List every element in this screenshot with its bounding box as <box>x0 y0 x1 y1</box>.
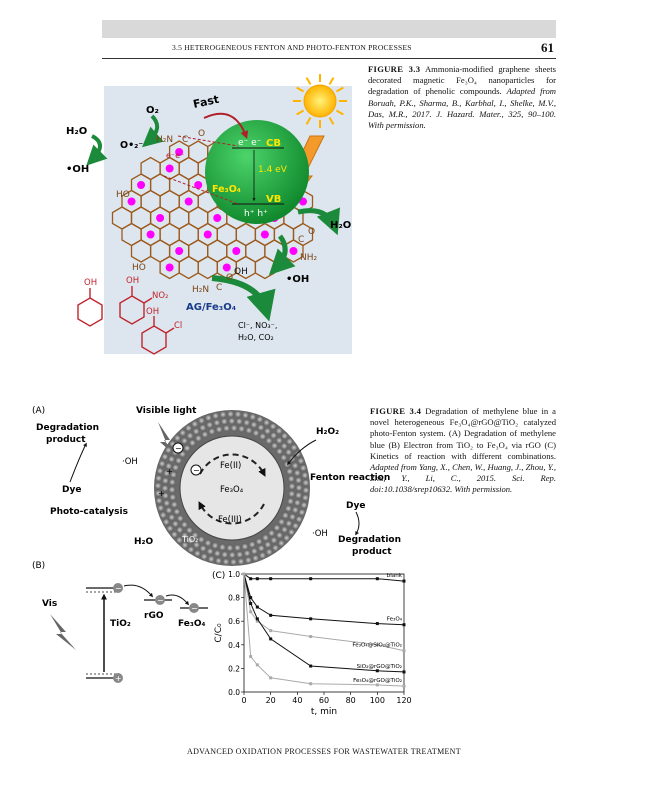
oh-right: ·OH <box>312 529 328 539</box>
grain <box>186 432 193 439</box>
data-point <box>249 655 252 658</box>
grain <box>230 424 237 431</box>
figure-3-4-credit: Adapted from Yang, X., Chen, W., Huang, J., Zhou, Y., Zhu, Y., Li, C., 2015. Sci. Rep. doi:10.1038/srep10632. With permission. <box>370 462 556 495</box>
data-point <box>249 577 252 580</box>
x-axis-label: t, min <box>310 707 338 717</box>
figure-3-3-label: FIGURE 3.3 <box>368 64 421 74</box>
grain <box>187 546 194 553</box>
series-label: Fe₃O₄@SiO₂@TiO₂ <box>352 642 402 649</box>
grain <box>221 418 228 425</box>
fe3o4-dot <box>194 181 202 189</box>
y-tick-label: 0.6 <box>228 617 240 627</box>
grain <box>294 450 301 457</box>
grain <box>286 468 293 475</box>
grain <box>214 550 221 557</box>
h2n-top: H₂N <box>156 135 174 145</box>
grain <box>208 555 215 562</box>
grain <box>280 454 287 461</box>
fe3o4-a-label: Fe₃O₄ <box>220 485 244 495</box>
dye-arrow-right <box>356 512 359 534</box>
y-tick-label: 0.2 <box>228 664 240 674</box>
fe3o4-dot <box>147 231 155 239</box>
h2o2-label: H₂O₂ <box>316 427 340 437</box>
grain <box>278 518 285 525</box>
page-footer: ADVANCED OXIDATION PROCESSES FOR WASTEWATER TREATMENT <box>187 747 461 756</box>
grain <box>165 447 172 454</box>
grain <box>175 457 182 464</box>
grain <box>297 457 304 464</box>
grain <box>227 410 234 417</box>
series-label: SiO₂@rGO@TiO₂ <box>356 663 402 670</box>
tio2-a-label: TiO₂ <box>182 535 199 544</box>
grain <box>302 487 309 494</box>
grain <box>193 428 200 435</box>
grain <box>221 551 228 558</box>
fe3o4-dot <box>175 247 183 255</box>
y-tick-label: 1.0 <box>228 570 240 579</box>
grain <box>171 501 178 508</box>
data-point <box>269 676 272 679</box>
grain <box>289 513 296 520</box>
y-tick-label: 0.4 <box>228 640 240 650</box>
grain <box>161 453 168 460</box>
x-tick-label: 40 <box>292 696 303 705</box>
oh-radical-left: •OH <box>66 164 90 175</box>
grain <box>168 486 175 493</box>
oh-mid: OH <box>234 267 248 277</box>
grain <box>275 427 282 434</box>
transfer-arrow-1 <box>124 585 152 596</box>
grain <box>252 429 259 436</box>
data-point <box>403 623 406 626</box>
o-right: O <box>308 227 316 237</box>
visible-light-label: Visible light <box>136 406 197 416</box>
deg-prod-left-2: product <box>46 435 86 445</box>
nh2-right: NH₂ <box>300 253 318 263</box>
grain <box>223 425 230 432</box>
grain <box>162 477 169 484</box>
grain <box>292 462 299 469</box>
grain <box>169 479 176 486</box>
electron-marker-1-sign: − <box>175 444 182 453</box>
panel-a-tag: (A) <box>32 406 46 416</box>
grain <box>300 502 307 509</box>
tio2-b-label: TiO₂ <box>110 619 131 629</box>
nitrophenol-oh: OH <box>126 276 140 286</box>
chlorophenol-cl: Cl <box>174 321 183 331</box>
grain <box>234 411 241 418</box>
grain <box>242 412 249 419</box>
data-point <box>249 602 252 605</box>
grain <box>236 418 243 425</box>
c-bottom: C <box>216 283 223 293</box>
grain <box>191 420 198 427</box>
grain <box>288 475 295 482</box>
series-line <box>244 574 404 625</box>
electron-tio2-sign: − <box>115 584 122 593</box>
grain <box>156 467 163 474</box>
grain <box>252 555 259 562</box>
grain <box>174 435 181 442</box>
header-band <box>102 20 556 38</box>
chlorophenol-oh: OH <box>146 307 160 317</box>
band-gap-label: 1.4 eV <box>258 165 287 175</box>
data-point <box>269 629 272 632</box>
fe3o4-dot <box>185 198 193 206</box>
grain <box>228 417 235 424</box>
photo-catalysis-label: Photo-catalysis <box>50 507 128 517</box>
x-tick-label: 0 <box>241 696 247 705</box>
figure-3-3-credit: Adapted from Boruah, P.K., Sharma, B., Karbhal, I., Shelke, M.V., Das, M.R., 2017. J. Hazard. Mater., 325, 90–100. With permission. <box>368 86 556 131</box>
plus-marker-2: + <box>166 467 173 476</box>
fe3o4-dot <box>166 165 174 173</box>
grain <box>276 532 283 539</box>
grain <box>171 531 178 538</box>
grain <box>268 530 275 537</box>
grain <box>181 437 188 444</box>
o2-label: O₂ <box>146 105 159 116</box>
grain <box>173 508 180 515</box>
fe3-label: Fe(III) <box>218 515 242 525</box>
figure-3-3 <box>62 66 362 360</box>
grain <box>300 464 307 471</box>
grain <box>264 428 271 435</box>
deg-prod-left-1: Degradation <box>36 423 100 433</box>
y-axis-label: C/C₀ <box>214 623 224 643</box>
grain <box>282 512 289 519</box>
series-line <box>244 574 404 651</box>
grain <box>298 509 305 516</box>
h2o-label: H₂O <box>134 537 154 547</box>
series-line <box>244 574 404 581</box>
cb-label: CB <box>266 138 281 149</box>
fe3o4-dot <box>289 247 297 255</box>
grain <box>302 479 309 486</box>
grain <box>184 445 191 452</box>
electrons-left: e⁻e⁻ <box>166 151 185 160</box>
grain <box>172 464 179 471</box>
grain <box>281 526 288 533</box>
oh-left: ·OH <box>122 457 138 467</box>
data-point <box>309 682 312 685</box>
fe3o4-dot <box>156 214 164 222</box>
data-point <box>269 614 272 617</box>
grain <box>262 534 269 541</box>
grain <box>238 425 245 432</box>
x-tick-label: 100 <box>369 696 385 705</box>
series-line <box>244 574 404 672</box>
grain <box>278 540 285 547</box>
grain <box>257 424 264 431</box>
grain <box>229 551 236 558</box>
grain <box>259 552 266 559</box>
grain <box>288 490 295 497</box>
grain <box>255 538 262 545</box>
data-point <box>309 617 312 620</box>
fe3o4-b-label: Fe₃O₄ <box>178 619 206 629</box>
x-tick-label: 20 <box>265 696 276 705</box>
fe2-label: Fe(II) <box>220 461 242 471</box>
data-point <box>269 577 272 580</box>
fe3o4-dot <box>137 181 145 189</box>
c-right: C <box>298 235 305 245</box>
grain <box>234 544 241 551</box>
x-tick-label: 60 <box>318 696 330 705</box>
grain <box>295 492 302 499</box>
grain <box>199 424 206 431</box>
fe3o4-dot <box>261 231 269 239</box>
grain <box>230 558 237 565</box>
ho-left: HO <box>116 190 130 200</box>
grain <box>236 551 243 558</box>
grain <box>194 550 201 557</box>
vis-label: Vis <box>42 599 58 609</box>
figure-3-4-label: FIGURE 3.4 <box>370 406 422 416</box>
grain <box>237 558 244 565</box>
grain <box>168 514 175 521</box>
superoxide-label: O•₂⁻ <box>120 140 144 151</box>
grain <box>212 412 219 419</box>
grain <box>270 537 277 544</box>
grain <box>286 438 293 445</box>
grain <box>302 494 309 501</box>
data-point <box>309 665 312 668</box>
grain <box>157 504 164 511</box>
grain <box>168 456 175 463</box>
light-bolt-b <box>50 614 76 650</box>
arrow-dye-to-product <box>70 444 86 482</box>
series-label: Fe₃O₄ <box>386 616 402 623</box>
grain <box>177 515 184 522</box>
panel-c-tag: (C) <box>212 571 226 581</box>
vb-label: VB <box>266 194 282 205</box>
cb-electrons: e⁻ e⁻ <box>238 138 262 148</box>
fast-label: Fast <box>191 92 221 111</box>
figure-3-3-caption <box>368 64 556 131</box>
grain <box>201 431 208 438</box>
kinetics-chart <box>212 566 412 724</box>
grain <box>241 543 248 550</box>
deg-prod-right-2: product <box>352 547 392 557</box>
fe3o4-dot <box>213 214 221 222</box>
grain <box>288 529 295 536</box>
x-tick-label: 80 <box>345 696 356 705</box>
phenol-oh: OH <box>84 278 98 288</box>
fenton-label: Fenton reaction <box>310 473 391 483</box>
grain <box>201 553 208 560</box>
fe3o4-dot <box>223 264 231 272</box>
page-number: 61 <box>541 40 554 55</box>
grain <box>185 425 192 432</box>
h2n-bottom: H₂N <box>192 285 210 295</box>
fe3o4-dot <box>232 247 240 255</box>
o-bottom: O <box>226 273 234 283</box>
plot-frame <box>244 574 404 692</box>
products-line2: H₂O, CO₂ <box>238 333 274 342</box>
grain <box>263 419 270 426</box>
data-point <box>309 577 312 580</box>
c-top: C <box>182 135 189 145</box>
grain <box>245 427 252 434</box>
rgo-label: rGO <box>144 611 164 621</box>
figure-3-4-caption-text: Degradation of methylene blue in a novel heterogeneous Fe₃O₄@rGO@TiO₂ catalyzed photo-Fenton system. (A) Degradation of methylene blue (B) Electron from TiO₂ to Fe₃O₄ via rGO (C) Kinetics of reaction with different combinations. <box>370 406 556 461</box>
grain <box>189 439 196 446</box>
data-point <box>376 622 379 625</box>
grain <box>256 416 263 423</box>
grain <box>226 544 233 551</box>
grain <box>160 511 167 518</box>
figure-3-4-caption <box>370 406 556 496</box>
grain <box>294 469 301 476</box>
grain <box>250 421 257 428</box>
header-rule <box>102 58 556 59</box>
ho-bottom: HO <box>132 263 146 273</box>
grain <box>292 522 299 529</box>
grain <box>295 484 302 491</box>
sphere-fe3o4-label: Fe₃O₄ <box>212 184 241 195</box>
data-point <box>376 577 379 580</box>
grain <box>301 472 308 479</box>
grain <box>243 419 250 426</box>
grain <box>264 541 271 548</box>
grain <box>159 460 166 467</box>
grain <box>206 548 213 555</box>
dye-left: Dye <box>62 485 82 495</box>
data-point <box>269 637 272 640</box>
grain <box>281 432 288 439</box>
grain <box>219 411 226 418</box>
panel-b-tag: (B) <box>32 561 46 571</box>
data-point <box>403 685 406 688</box>
grain <box>179 429 186 436</box>
graphene-background <box>104 86 352 354</box>
oh-radical-right: •OH <box>286 274 310 285</box>
vb-holes: h⁺ h⁺ <box>244 209 268 219</box>
grain <box>292 506 299 513</box>
grain <box>249 413 256 420</box>
data-point <box>243 573 246 576</box>
grain <box>208 428 215 435</box>
grain <box>204 539 211 546</box>
grain <box>155 497 162 504</box>
grain <box>198 417 205 424</box>
grain <box>211 542 218 549</box>
grain <box>219 544 226 551</box>
grain <box>244 550 251 557</box>
running-header <box>102 41 556 57</box>
grain <box>215 557 222 564</box>
grain <box>272 544 279 551</box>
grain <box>163 500 170 507</box>
grain <box>245 557 252 564</box>
plus-marker-1: + <box>158 489 165 498</box>
data-point <box>256 663 259 666</box>
grain <box>215 426 222 433</box>
grain <box>249 541 256 548</box>
deg-prod-right-1: Degradation <box>338 535 402 545</box>
grain <box>155 475 162 482</box>
data-point <box>249 610 252 613</box>
figure-3-3-caption-text: Ammonia-modified graphene sheets decorated magnetic Fe₃O₄ nanoparticles for degradation of phenolic compounds. <box>368 64 556 97</box>
grain <box>206 421 213 428</box>
grain <box>294 499 301 506</box>
dye-right: Dye <box>346 501 366 511</box>
grain <box>295 516 302 523</box>
grain <box>195 435 202 442</box>
data-point <box>403 580 406 583</box>
data-point <box>256 617 259 620</box>
o-top: O <box>198 129 206 139</box>
electron-marker-2-sign: − <box>193 466 200 475</box>
hole-tio2-sign: + <box>115 674 122 683</box>
data-point <box>256 606 259 609</box>
x-tick-label: 120 <box>396 696 412 705</box>
data-point <box>403 670 406 673</box>
grain <box>273 524 280 531</box>
grain <box>295 477 302 484</box>
h2o-right: H₂O <box>330 220 352 231</box>
fe3o4-dot <box>204 231 212 239</box>
grain <box>285 520 292 527</box>
grain <box>169 494 176 501</box>
data-point <box>403 649 406 652</box>
grain <box>288 483 295 490</box>
grain <box>213 419 220 426</box>
grain <box>269 423 276 430</box>
y-tick-label: 0.0 <box>228 688 240 697</box>
grain <box>290 444 297 451</box>
grain <box>285 505 292 512</box>
grain <box>283 534 290 541</box>
grain <box>287 498 294 505</box>
h2o-left: H₂O <box>66 126 88 137</box>
grain <box>222 558 229 565</box>
grain <box>258 545 265 552</box>
grain <box>165 507 172 514</box>
grain <box>200 545 207 552</box>
grain <box>166 525 173 532</box>
data-point <box>309 635 312 638</box>
ag-fe3o4-label: AG/Fe₃O₄ <box>186 302 237 313</box>
y-tick-label: 0.8 <box>228 593 240 603</box>
data-point <box>256 577 259 580</box>
running-title: 3.5 HETEROGENEOUS FENTON AND PHOTO-FENTON PROCESSES <box>172 43 412 52</box>
electron-rgo-sign: − <box>157 596 164 605</box>
grain <box>266 548 273 555</box>
fe3o4-dot <box>166 264 174 272</box>
series-label: blank <box>386 573 402 580</box>
grain <box>205 414 212 421</box>
products-line1: Cl⁻, NO₃⁻, <box>238 321 278 330</box>
grain <box>251 548 258 555</box>
nitrophenol-no2: NO₂ <box>152 291 169 301</box>
electron-fe3o4-sign: − <box>191 604 198 613</box>
series-label: Fe₃O₄@rGO@TiO₂ <box>353 678 402 685</box>
grain <box>163 518 170 525</box>
